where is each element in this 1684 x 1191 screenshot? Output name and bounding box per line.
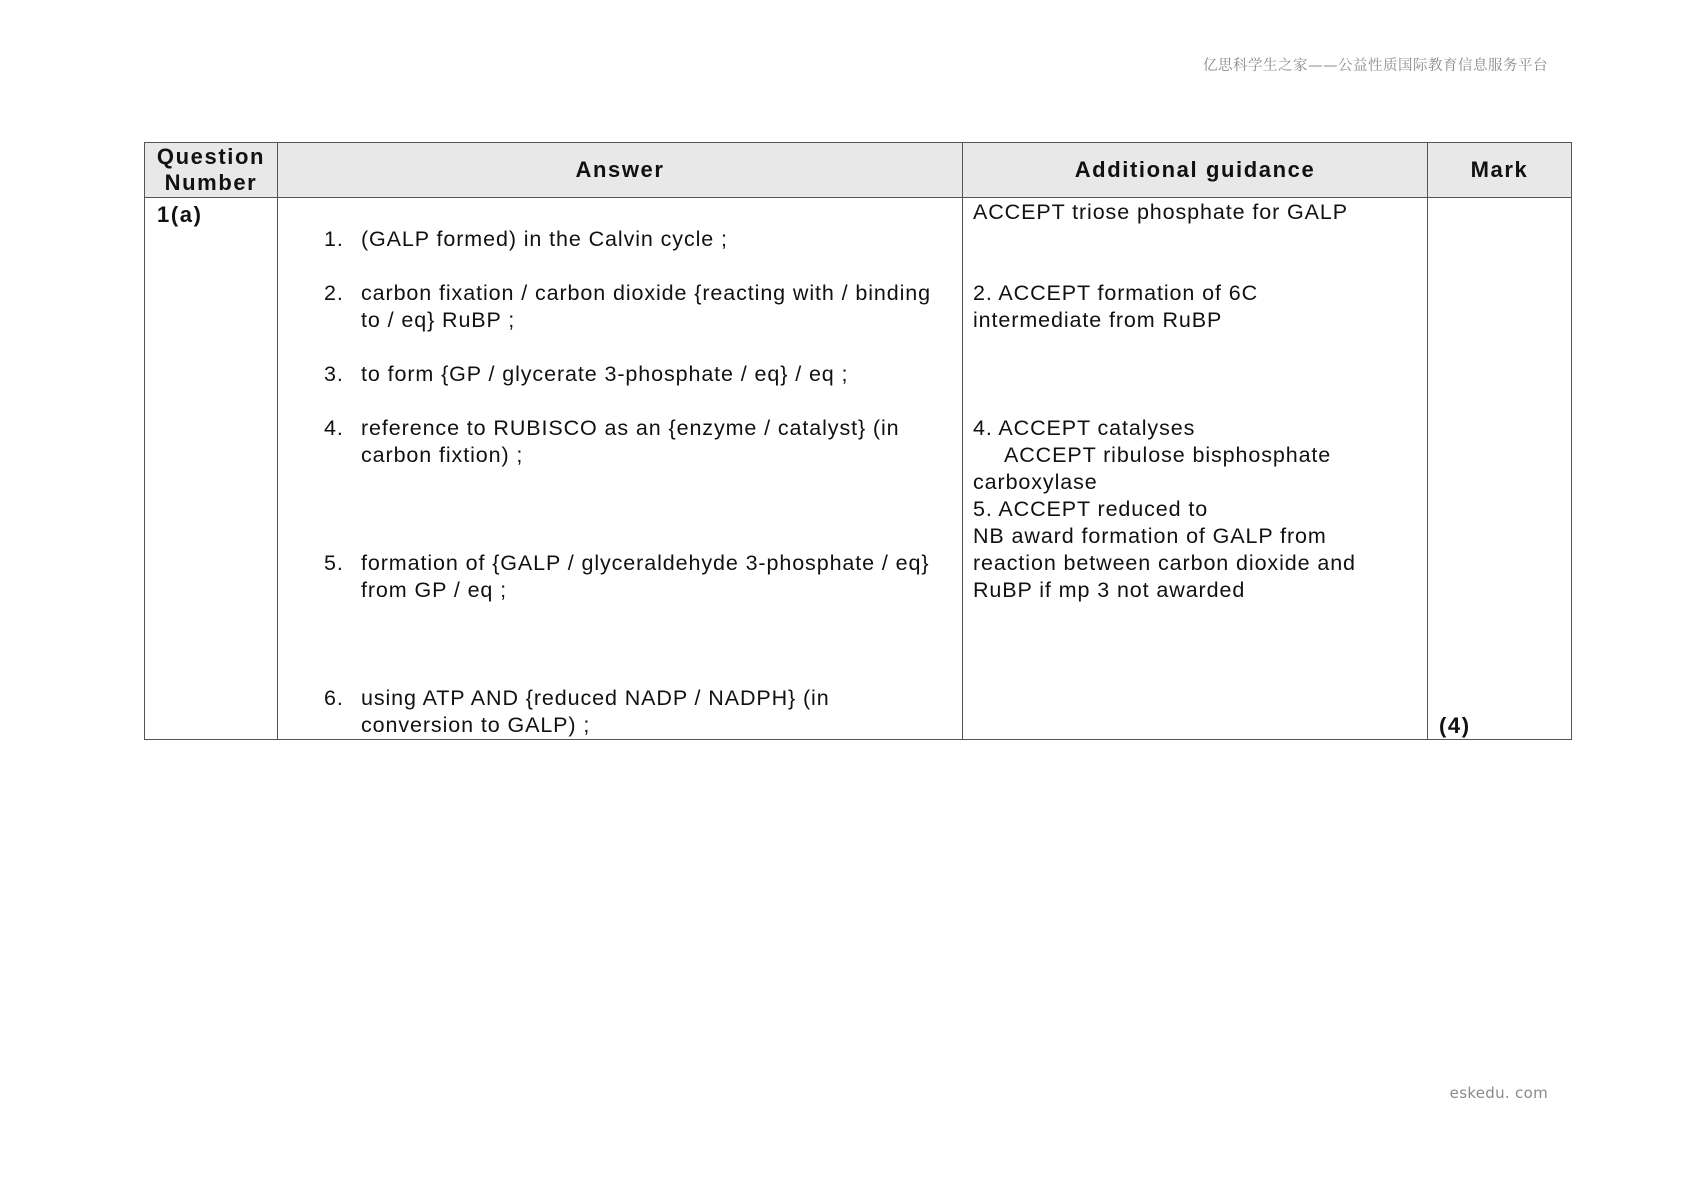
guidance-line: 5. ACCEPT reduced to: [973, 497, 1209, 521]
mark-value: (4): [1439, 713, 1471, 738]
list-item: [324, 550, 962, 604]
answer-number: 5.: [324, 551, 344, 575]
mark-scheme-table: [144, 142, 1572, 740]
guidance-line: 4. ACCEPT catalyses: [973, 416, 1196, 440]
guidance-line: carboxylase: [973, 470, 1098, 494]
guidance-spacer: [973, 253, 1417, 280]
answer-number: 1.: [324, 227, 344, 251]
guidance-cell: [963, 198, 1428, 740]
question-number: 1(a): [157, 202, 203, 227]
question-number-cell: [145, 198, 278, 740]
list-item: [324, 226, 962, 253]
answer-header: Answer: [278, 143, 963, 198]
guidance-line: RuBP if mp 3 not awarded: [973, 578, 1246, 602]
answer-number: 4.: [324, 416, 344, 440]
answer-number: 2.: [324, 281, 344, 305]
guidance-line: intermediate from RuBP: [973, 308, 1223, 332]
answer-text: to form {GP / glycerate 3-phosphate / eq} / eq ;: [361, 362, 849, 386]
question-number-header: Question Number: [145, 143, 278, 198]
answer-text: carbon fixation / carbon dioxide {reacting with / binding to / eq} RuBP ;: [361, 281, 932, 332]
watermark-footer: eskedu. com: [1449, 1084, 1548, 1102]
answer-text: (GALP formed) in the Calvin cycle ;: [361, 227, 728, 251]
guidance-line: 2. ACCEPT formation of 6C: [973, 281, 1258, 305]
guidance-line: ACCEPT triose phosphate for GALP: [973, 200, 1348, 224]
answer-text: formation of {GALP / glyceraldehyde 3-phosphate / eq} from GP / eq ;: [361, 551, 930, 602]
table-row: [145, 198, 1572, 740]
answer-number: 6.: [324, 686, 344, 710]
guidance-spacer: [973, 334, 1417, 361]
header-row: [145, 143, 1572, 198]
list-item: [324, 361, 962, 388]
list-item: [324, 685, 962, 739]
answer-number: 3.: [324, 362, 344, 386]
guidance-line: NB award formation of GALP from: [973, 524, 1327, 548]
answer-text: reference to RUBISCO as an {enzyme / catalyst} (in carbon fixtion) ;: [361, 416, 900, 467]
guidance-spacer: [973, 361, 1417, 388]
answer-text: using ATP AND {reduced NADP / NADPH} (in conversion to GALP) ;: [361, 686, 830, 737]
answer-cell: [278, 198, 963, 740]
answer-list: [278, 198, 962, 739]
guidance-line: ACCEPT ribulose bisphosphate: [1004, 443, 1332, 467]
guidance-spacer: [973, 226, 1417, 253]
list-item: [324, 415, 962, 469]
guidance-text: [963, 198, 1427, 604]
additional-guidance-header: Additional guidance: [963, 143, 1428, 198]
watermark-header: 亿思科学生之家——公益性质国际教育信息服务平台: [1203, 58, 1548, 74]
mark-header: Mark: [1428, 143, 1572, 198]
guidance-spacer: [973, 388, 1417, 415]
list-item: [324, 280, 962, 334]
guidance-line: reaction between carbon dioxide and: [973, 551, 1356, 575]
mark-cell: [1428, 198, 1572, 740]
